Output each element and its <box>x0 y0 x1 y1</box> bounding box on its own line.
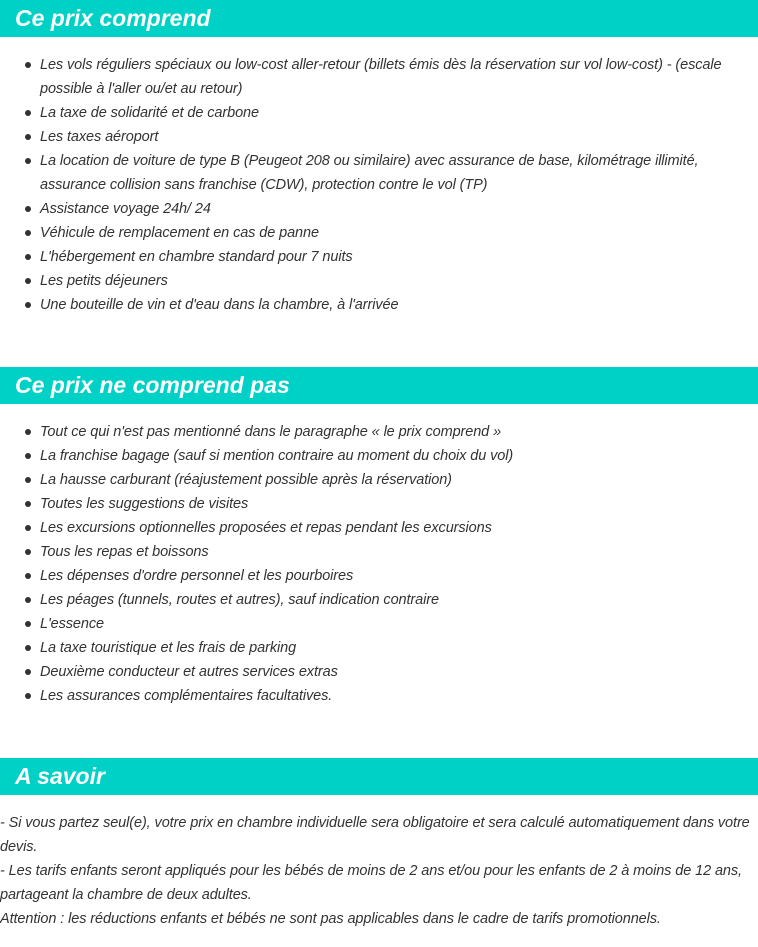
section-header-excluded: Ce prix ne comprend pas <box>0 367 758 404</box>
note-paragraph: Attention : les réductions enfants et bébés ne sont pas applicables dans le cadre de tarifs promotionnels. <box>0 911 661 927</box>
list-item: Les assurances complémentaires facultatives. <box>0 684 740 708</box>
to-know-notes <box>0 811 752 931</box>
excluded-list <box>0 420 740 708</box>
list-item: Tous les repas et boissons <box>0 540 740 564</box>
list-item: L'hébergement en chambre standard pour 7 nuits <box>0 245 740 269</box>
list-item: Toutes les suggestions de visites <box>0 492 740 516</box>
list-item: La taxe de solidarité et de carbone <box>0 101 740 125</box>
list-item: Les dépenses d'ordre personnel et les pourboires <box>0 564 740 588</box>
included-list <box>0 53 740 317</box>
list-item: Une bouteille de vin et d'eau dans la chambre, à l'arrivée <box>0 293 740 317</box>
note-paragraph: - Les tarifs enfants seront appliqués pour les bébés de moins de 2 ans et/ou pour les enfants de 2 à moins de 12 ans, partageant la chambre de deux adultes. <box>0 863 742 903</box>
list-item: La franchise bagage (sauf si mention contraire au moment du choix du vol) <box>0 444 740 468</box>
list-item: Les petits déjeuners <box>0 269 740 293</box>
list-item: Les excursions optionnelles proposées et repas pendant les excursions <box>0 516 740 540</box>
list-item: La hausse carburant (réajustement possible après la réservation) <box>0 468 740 492</box>
section-header-included: Ce prix comprend <box>0 0 758 37</box>
list-item: Les taxes aéroport <box>0 125 740 149</box>
list-item: Tout ce qui n'est pas mentionné dans le paragraphe « le prix comprend » <box>0 420 740 444</box>
list-item: La taxe touristique et les frais de parking <box>0 636 740 660</box>
list-item: Assistance voyage 24h/ 24 <box>0 197 740 221</box>
list-item: Deuxième conducteur et autres services extras <box>0 660 740 684</box>
section-header-to-know: A savoir <box>0 758 758 795</box>
note-paragraph: - Si vous partez seul(e), votre prix en chambre individuelle sera obligatoire et sera calculé automatiquement dans votre devis. <box>0 815 750 855</box>
list-item: L'essence <box>0 612 740 636</box>
list-item: Les vols réguliers spéciaux ou low-cost aller-retour (billets émis dès la réservation sur vol low-cost) - (escale possible à l'aller ou/et au retour) <box>0 53 740 101</box>
list-item: La location de voiture de type B (Peugeot 208 ou similaire) avec assurance de base, kilométrage illimité, assurance collision sans franchise (CDW), protection contre le vol (TP) <box>0 149 740 197</box>
list-item: Les péages (tunnels, routes et autres), sauf indication contraire <box>0 588 740 612</box>
list-item: Véhicule de remplacement en cas de panne <box>0 221 740 245</box>
